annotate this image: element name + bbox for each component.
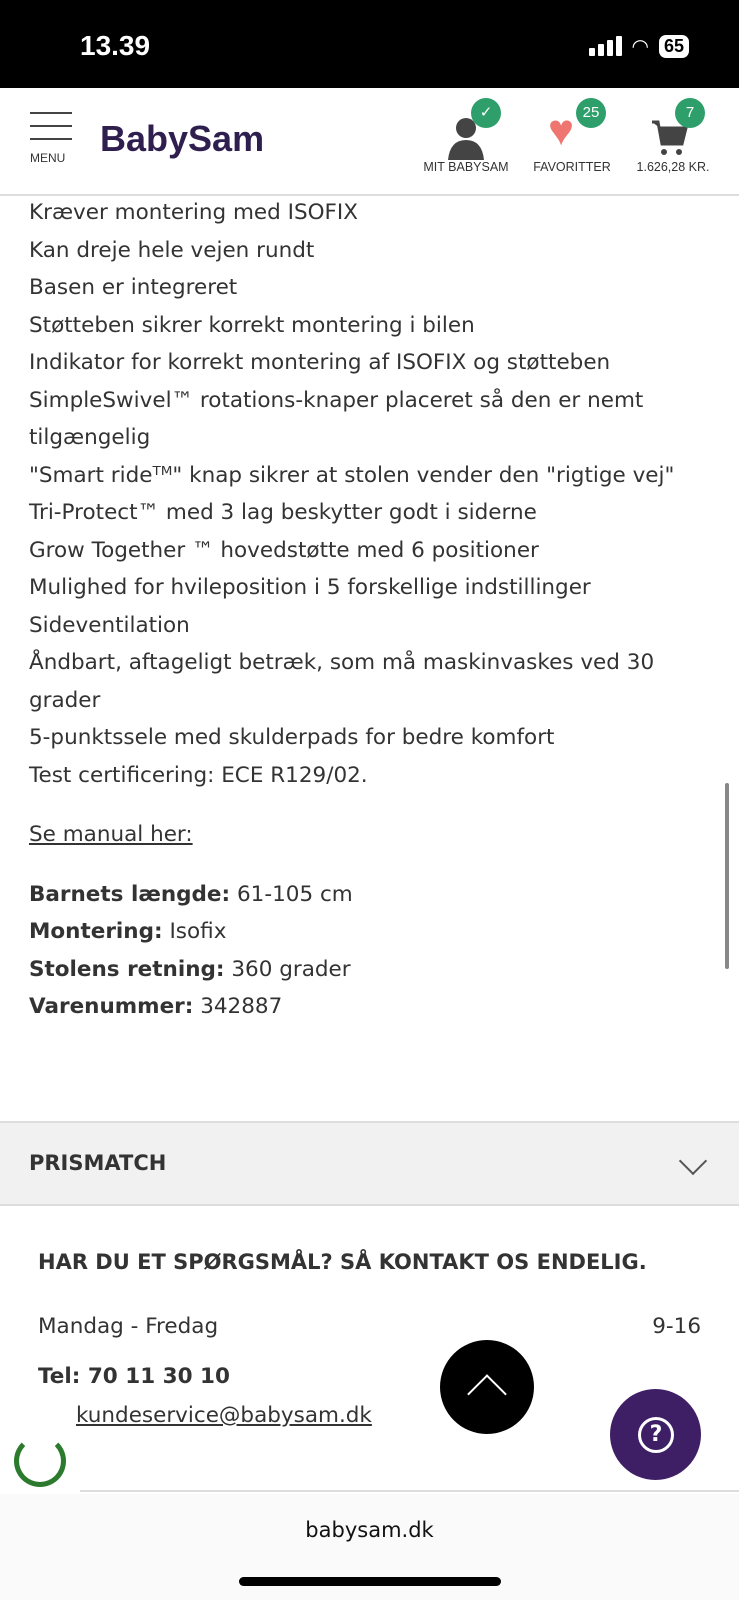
feature-item: 5-punktssele med skulderpads for bedre komfort [29,725,555,750]
spec-label: Barnets længde: [29,881,231,907]
feature-item: Basen er integreret [29,275,238,300]
divider [80,1490,739,1492]
feature-item: Grow Together ™ hovedstøtte med 6 positioner [29,537,539,563]
feature-item: Indikator for korrekt montering af ISOFIX og støtteben [29,350,611,375]
check-icon: ✓ [471,98,501,128]
recycle-icon[interactable] [14,1435,66,1487]
feature-item: Støtteben sikrer korrekt montering i bilen [29,312,475,338]
feature-item: Kan dreje hele vejen rundt [29,237,315,263]
product-description [0,194,739,1026]
menu-label: MENU [30,151,66,165]
status-bar [0,0,739,88]
feature-item: SimpleSwivel™ rotations-knaper placeret så den er nemt tilgængelig [29,387,644,450]
home-indicator [239,1577,501,1586]
email-link[interactable]: kundeservice@babysam.dk [76,1403,372,1428]
chevron-down-icon [679,1147,707,1175]
spec-row [29,913,710,951]
opening-hours: 9-16 [652,1314,701,1339]
battery-icon: 65 [659,35,689,58]
spec-value: 360 grader [231,956,351,982]
spec-row [29,876,710,914]
chevron-up-icon [467,1374,507,1414]
logo[interactable]: BabySam [100,118,265,159]
spec-value: 61-105 cm [236,881,353,907]
favorites-label: FAVORITTER [533,160,611,174]
prismatch-accordion[interactable] [0,1121,739,1206]
site-header [0,88,739,196]
feature-item: Sideventilation [29,612,190,638]
manual-link[interactable]: Se manual her: [29,822,193,847]
spec-value: Isofix [169,919,227,944]
wifi-icon: ◠ [631,34,649,58]
feature-item: "Smart rideᵀᴹ" knap sikrer at stolen vender den "rigtige vej" [29,462,675,488]
contact-section [38,1250,701,1428]
browser-address-bar[interactable] [0,1494,739,1600]
scroll-to-top-button[interactable] [440,1340,534,1434]
menu-button[interactable] [30,112,72,165]
sku-label: Varenummer: [29,994,194,1019]
contact-title: HAR DU ET SPØRGSMÅL? SÅ KONTAKT OS ENDELIG. [38,1250,647,1274]
feature-item: Kræver montering med ISOFIX [29,200,358,225]
feature-item: Mulighed for hvileposition i 5 forskellige indstillinger [29,575,591,600]
url-text: babysam.dk [305,1518,434,1542]
spec-row [29,951,710,989]
phone-link[interactable]: Tel: 70 11 30 10 [38,1364,230,1389]
sku-row [29,988,710,1026]
favorites-count: 25 [576,98,606,128]
sku-value: 342887 [200,994,283,1019]
scrollbar[interactable] [725,783,729,969]
favorites-button[interactable] [528,98,616,174]
opening-days: Mandag - Fredag [38,1314,219,1339]
help-button[interactable] [610,1389,701,1480]
question-icon: ? [638,1417,674,1453]
feature-item: Åndbart, aftageligt betræk, som må maskinvaskes ved 30 grader [29,650,655,713]
feature-item: Tri-Protect™ med 3 lag beskytter godt i siderne [29,500,537,525]
spec-label: Montering: [29,919,163,944]
account-label: MIT BABYSAM [423,160,509,174]
account-button[interactable] [418,98,514,174]
cart-total: 1.626,28 KR. [636,160,710,174]
cart-count: 7 [675,98,705,128]
signal-icon [589,36,622,56]
cart-button[interactable] [630,98,716,174]
heart-icon: ♥ [548,106,575,155]
feature-item: Test certificering: ECE R129/02. [29,762,368,788]
spec-label: Stolens retning: [29,956,225,982]
clock: 13.39 [80,30,151,61]
prismatch-label: PRISMATCH [29,1151,167,1175]
